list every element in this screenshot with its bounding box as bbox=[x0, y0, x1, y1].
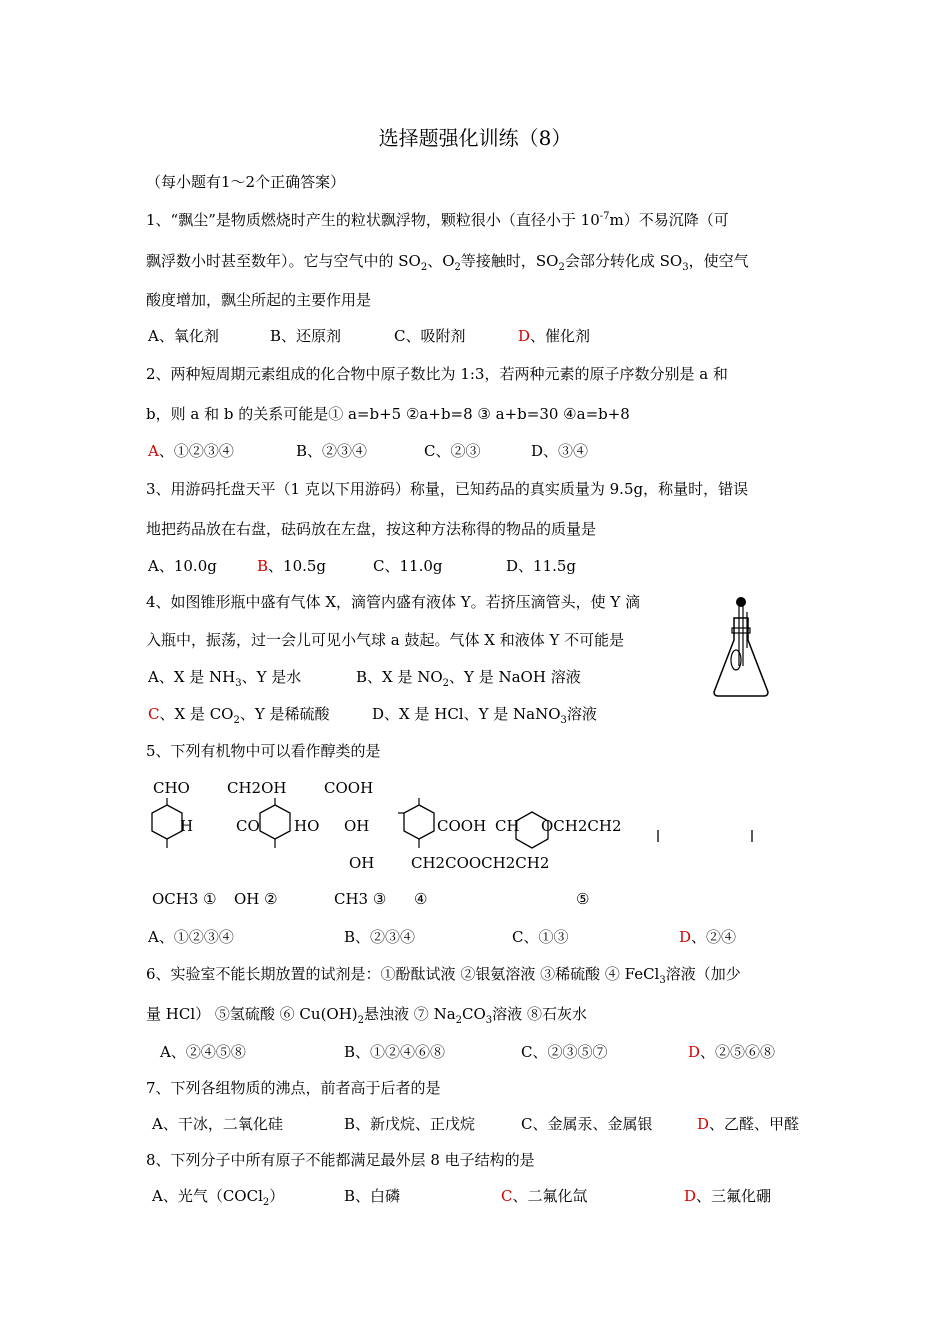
q6-option-b: B、①②④⑥⑧ bbox=[344, 1043, 446, 1061]
q4-option-d: D、X 是 HCl、Y 是 NaNO$_3$溶液 bbox=[372, 705, 597, 726]
q7-option-c: C、金属汞、金属银 bbox=[521, 1115, 653, 1133]
q4-option-c: C、X 是 $CO_2$、Y 是稀硫酸 bbox=[148, 705, 330, 726]
struct1-cho: CHO bbox=[153, 779, 190, 797]
page-title: 选择题强化训练（8） bbox=[378, 126, 572, 150]
q6-line1: 6、实验室不能长期放置的试剂是：①酚酞试液 ②银氨溶液 ③稀硫酸 ④ FeCl$_3$溶液（加少 bbox=[146, 965, 741, 986]
q7-option-b: B、新戊烷、正戊烷 bbox=[344, 1115, 476, 1133]
struct1-och3-label: OCH3 ① bbox=[152, 890, 217, 908]
struct2-ch2oh: CH2OH bbox=[227, 779, 287, 797]
q5-option-c: C、①③ bbox=[512, 928, 569, 946]
bond-marks bbox=[650, 826, 760, 846]
q3-line1: 3、用游码托盘天平（1 克以下用游码）称量，已知药品的真实质量为 9.5g，称量时，错误 bbox=[146, 480, 749, 498]
struct3-oh: OH bbox=[344, 817, 370, 835]
q1-option-c: C、吸附剂 bbox=[394, 327, 466, 345]
q1-line2: 飘浮数小时甚至数年）。它与空气中的 $SO_2$、$O_2$等接触时，$SO_2$会部分转化成 $SO_3$，使空气 bbox=[146, 252, 749, 273]
q1-option-b: B、还原剂 bbox=[270, 327, 342, 345]
q8-line1: 8、下列分子中所有原子不能都满足最外层 8 电子结构的是 bbox=[146, 1151, 535, 1169]
struct2-co: CO bbox=[236, 817, 260, 835]
q3-option-c: C、11.0g bbox=[373, 557, 443, 575]
q5-option-a: A、①②③④ bbox=[148, 928, 234, 946]
struct4-cooh: COOH bbox=[437, 817, 487, 835]
q3-option-a: A、10.0g bbox=[148, 557, 217, 575]
struct3-ch3-label: CH3 ③ bbox=[334, 890, 387, 908]
q2-option-b: B、②③④ bbox=[296, 442, 368, 460]
q1-line1: 1、“飘尘”是物质燃烧时产生的粒状飘浮物，颗粒很小（直径小于 $10^{-7}m$）不易沉降（可 bbox=[146, 211, 729, 229]
q4-option-b: B、X 是 $NO_2$、Y 是 NaOH 溶液 bbox=[356, 668, 581, 689]
q8-option-a: A、光气（COCl$_2$） bbox=[152, 1187, 285, 1208]
q2-option-c: C、②③ bbox=[424, 442, 481, 460]
q3-option-b: B、10.5g bbox=[257, 557, 327, 575]
benzene-ring-2 bbox=[254, 798, 296, 848]
struct4-ch2cooch2ch2: CH2COOCH2CH2 bbox=[411, 854, 550, 872]
q8-option-d: D、三氟化硼 bbox=[684, 1187, 772, 1205]
q2-option-d: D、③④ bbox=[531, 442, 589, 460]
q4-line1: 4、如图锥形瓶中盛有气体 X，滴管内盛有液体 Y。若挤压滴管头，使 Y 滴 bbox=[146, 593, 641, 611]
instruction-note: （每小题有1～2个正确答案） bbox=[146, 173, 346, 191]
q2-line1: 2、两种短周期元素组成的化合物中原子数比为 1:3，若两种元素的原子序数分别是 a 和 bbox=[146, 365, 728, 383]
q6-line2: 量 HCl） ⑤氢硫酸 ⑥ $Cu(OH)_2$悬浊液 ⑦ $Na_2CO_3$溶液 ⑧石灰水 bbox=[146, 1005, 587, 1026]
struct5-label: ⑤ bbox=[576, 890, 590, 908]
q6-option-c: C、②③⑤⑦ bbox=[521, 1043, 608, 1061]
q3-option-d: D、11.5g bbox=[506, 557, 577, 575]
q2-line2: b，则 a 和 b 的关系可能是① a=b+5 ②a+b=8 ③ a+b=30 ④a=b+8 bbox=[146, 405, 630, 423]
benzene-ring-1 bbox=[147, 798, 187, 848]
q5-option-b: B、②③④ bbox=[344, 928, 416, 946]
struct2-ho: HO bbox=[294, 817, 320, 835]
struct3-cooh: COOH bbox=[324, 779, 374, 797]
q5-option-d: D、②④ bbox=[679, 928, 737, 946]
struct1-h: H bbox=[180, 817, 194, 835]
q2-option-a: A、①②③④ bbox=[148, 442, 234, 460]
q6-option-d: D、②⑤⑥⑧ bbox=[688, 1043, 776, 1061]
q7-option-d: D、乙醛、甲醛 bbox=[697, 1115, 800, 1133]
struct5-ch: CH bbox=[495, 817, 520, 835]
conical-flask-diagram bbox=[706, 592, 776, 702]
q4-option-a: A、X 是 $NH_3$、Y 是水 bbox=[148, 668, 302, 689]
q4-line2: 入瓶中，振荡，过一会儿可见小气球 a 鼓起。气体 X 和液体 Y 不可能是 bbox=[146, 631, 625, 649]
q5-line1: 5、下列有机物中可以看作醇类的是 bbox=[146, 742, 381, 760]
q1-option-a: A、氧化剂 bbox=[148, 327, 219, 345]
q8-option-c: C、二氟化氙 bbox=[501, 1187, 588, 1205]
q1-line3: 酸度增加，飘尘所起的主要作用是 bbox=[146, 291, 372, 309]
benzene-ring-4 bbox=[510, 806, 554, 856]
q8-option-b: B、白磷 bbox=[344, 1187, 401, 1205]
benzene-ring-3 bbox=[398, 798, 440, 848]
q7-option-a: A、干冰，二氧化硅 bbox=[152, 1115, 283, 1133]
q6-option-a: A、②④⑤⑧ bbox=[160, 1043, 246, 1061]
struct4-oh: OH bbox=[349, 854, 375, 872]
q1-option-d: D、催化剂 bbox=[518, 327, 591, 345]
struct4-label: ④ bbox=[414, 890, 428, 908]
struct5-och2ch2: OCH2CH2 bbox=[541, 817, 622, 835]
struct2-oh-label: OH ② bbox=[234, 890, 278, 908]
q3-line2: 地把药品放在右盘，砝码放在左盘，按这种方法称得的物品的质量是 bbox=[146, 520, 597, 538]
q7-line1: 7、下列各组物质的沸点，前者高于后者的是 bbox=[146, 1079, 441, 1097]
